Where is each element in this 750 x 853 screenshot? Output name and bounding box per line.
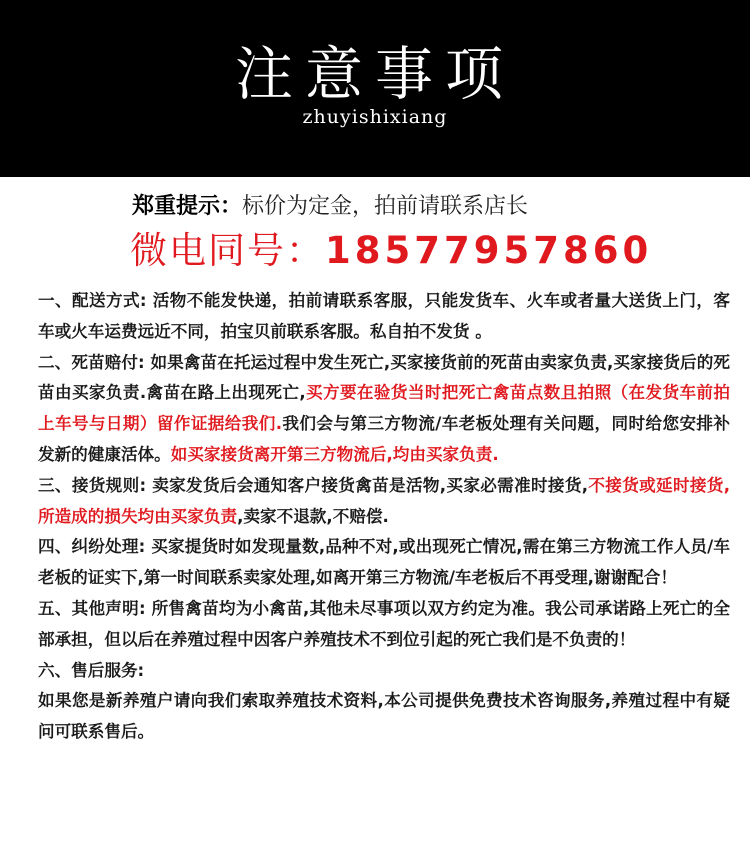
phone-line [130,228,652,274]
header-banner [0,0,750,177]
dispute-text: 四、纠纷处理: 买家提货时如发现量数,品种不对,或出现死亡情况,需在第三方物流工作人员/车老板的证实下,第一时间联系卖家处理,如离开第三方物流/车老板后不再受理,谢谢配合！ [38,537,730,588]
death-warning-2: 如买家接货离开第三方物流后,均由买家负责. [170,444,499,464]
phone-number: 18577957860 [325,229,653,272]
aftersales-text: 如果您是新养殖户请向我们索取养殖技术资料,本公司提供免费技术咨询服务,养殖过程中有疑问可联系售后。 [38,691,730,742]
death-text-1: 二、死苗赔付: 如果禽苗在托运过程中发生死亡,买家接货前的死苗由卖家负责,买家接货后的死苗由买家负责.禽苗在路上出现死亡, [38,352,730,403]
section-aftersales-heading [38,656,730,687]
receiving-text-1: 三、接货规则: 卖家发货后会通知客户接货禽苗是活物,买家必需准时接货, [38,475,589,495]
section-receiving-rules [38,471,730,533]
death-text-2: 我们会与第三方物流/车老板处理有关问题，同时给您安排补发新的健康活体。 [38,414,730,464]
delivery-text: 一、配送方式: 活物不能发快递，拍前请联系客服，只能发货车、火车或者量大送货上门，客车或火车运费远近不同，拍宝贝前联系客服。私自拍不发货 。 [38,291,730,341]
section-delivery [38,286,730,348]
notice-label: 郑重提示： [132,194,243,219]
notice-text: 标价为定金，拍前请联系店长 [242,194,529,219]
receiving-text-2: ,卖家不退款,不赔偿. [237,506,389,526]
terms-content [38,286,730,748]
section-death-compensation [38,348,730,471]
section-dispute [38,532,730,594]
page-subtitle: zhuyishixiang [302,106,448,128]
receiving-warning: 不接货或延时接货,所造成的损失均由买家负责 [38,475,730,526]
page-title: 注意事项 [234,40,515,108]
section-aftersales [38,686,730,748]
aftersales-heading: 六、售后服务: [38,660,145,680]
section-other-statement [38,594,730,656]
phone-label: 微电同号： [130,229,325,272]
death-warning-1: 买方要在验货当时把死亡禽苗点数且拍照（在发货车前拍上车号与日期）留作证据给我们. [38,383,731,434]
other-text: 五、其他声明: 所售禽苗均为小禽苗,其他未尽事项以双方约定为准。我公司承诺路上死亡的全部承担，但以后在养殖过程中因客户养殖技术不到位引起的死亡我们是不负责的！ [38,598,730,649]
deposit-notice [132,192,528,222]
